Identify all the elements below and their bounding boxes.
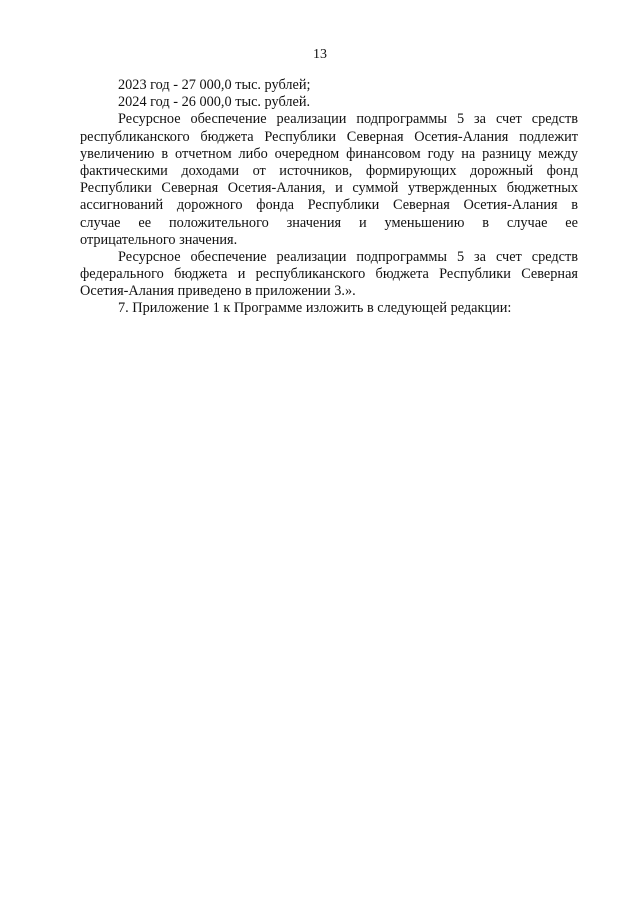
text-line: Осетия-Алания приведено в приложении 3.». [80,283,356,300]
text-line: 7. Приложение 1 к Программе изложить в следующей редакции: [118,300,512,317]
document-body [80,77,578,318]
text-line: отрицательного значения. [80,231,238,248]
text-line: федерального бюджета и республиканского бюджета Республики Северная [80,266,578,283]
text-line: республиканского бюджета Республики Северная Осетия-Алания подлежит [80,128,578,145]
text-line: Ресурсное обеспечение реализации подпрограммы 5 за счет средств [118,248,578,265]
text-line: случае ее положительного значения и уменьшению в случае ее [80,214,578,231]
page-number: 13 [313,47,327,62]
text-line: 2024 год - 26 000,0 тыс. рублей. [118,94,311,111]
text-line: увеличению в отчетном либо очередном финансовом году на разницу между [80,145,578,162]
text-line: Республики Северная Осетия-Алания, и суммой утвержденных бюджетных [80,180,578,197]
text-line: фактическими доходами от источников, формирующих дорожный фонд [80,162,578,179]
text-line: 2023 год - 27 000,0 тыс. рублей; [118,77,311,93]
text-line: ассигнований дорожного фонда Республики Северная Осетия-Алания в [80,197,578,214]
text-line: Ресурсное обеспечение реализации подпрограммы 5 за счет средств [118,111,578,128]
